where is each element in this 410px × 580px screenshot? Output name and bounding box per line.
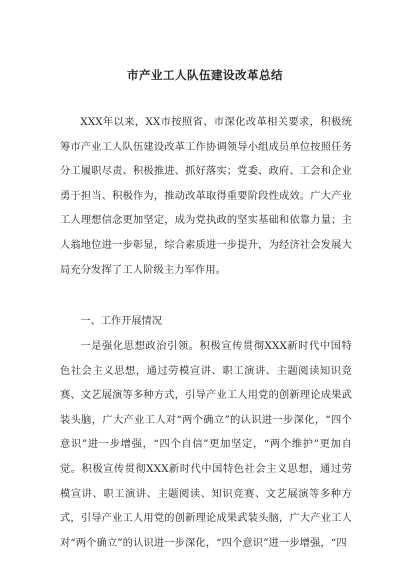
section-heading: 一、工作开展情况 — [80, 316, 162, 327]
document-title: 市产业工人队伍建设改革总结 — [127, 68, 283, 82]
body-paragraph: 一是强化思想政治引领。积极宣传贯彻XXX新时代中国特色社会主义思想，通过劳模宣讲、职工演讲、主题阅读知识竞赛、文艺展演等多种方式，引导产业工人用党的创新理论成果武装头脑，广大产业工人对“两个确立”的认识进一步深化，“四个意识”进一步增强，“四个自信”更加坚定，“两个维护”更加自觉。积极宣传贯彻XXX新时代中国特色社会主义思想，通过劳模宣讲、职工演讲、主题阅读、知识竞赛、文艺展演等多种方式，引导产业工人用党的创新理论成果武装头脑，广大产业工人对“两个确立”的认识进一步深化，“四个意识”进一步增强，“四 — [60, 341, 352, 549]
intro-paragraph: XXX年以来，XX市按照省、市深化改革相关要求，积极统筹市产业工人队伍建设改革工作协调领导小组成员单位按照任务分工履职尽责、积极推进、抓好落实；党委、政府、工会和企业勇于担当、积极作为，推动改革取得重要阶段性成效。广大产业工人理想信念更加坚定，成为党执政的坚实基础和依靠力量；主人翁地位进一步彰显，综合素质进一步提升，为经济社会发展大局充分发挥了工人阶级主力军作用。 — [60, 117, 352, 276]
